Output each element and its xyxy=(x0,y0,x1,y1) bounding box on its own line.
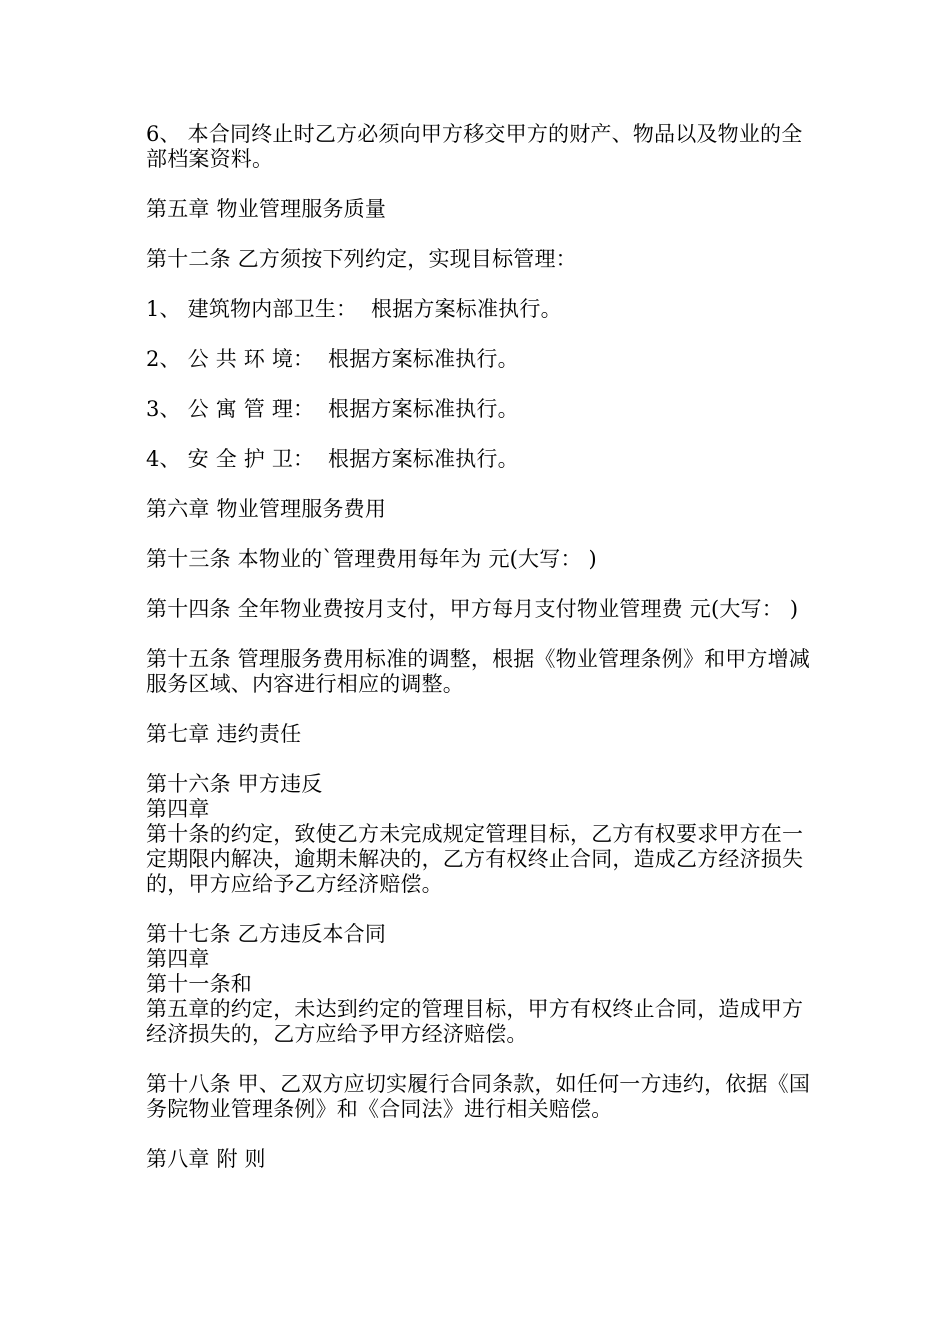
article-16-chapter-ref: 第四章 xyxy=(146,797,210,821)
article-18: 第十八条 甲、乙双方应切实履行合同条款，如任何一方违约，依据《国务院物业管理条例》和《合同法》进行相关赔偿。 xyxy=(146,1072,811,1121)
chapter-8-heading: 第八章 附 则 xyxy=(146,1147,266,1171)
paragraph-6-handover: 6、 本合同终止时乙方必须向甲方移交甲方的财产、物品以及物业的全部档案资料。 xyxy=(146,122,803,171)
document-page xyxy=(146,122,816,1197)
item-4-security: 4、 安 全 护 卫： 根据方案标准执行。 xyxy=(146,447,519,471)
item-3-apartment-management: 3、 公 寓 管 理： 根据方案标准执行。 xyxy=(146,397,519,421)
item-2-public-environment: 2、 公 共 环 境： 根据方案标准执行。 xyxy=(146,347,519,371)
article-17-start: 第十七条 乙方违反本合同 xyxy=(146,922,387,946)
article-17-chapter-ref: 第四章 xyxy=(146,947,210,971)
chapter-5-heading: 第五章 物业管理服务质量 xyxy=(146,197,387,221)
item-1-building-hygiene: 1、 建筑物内部卫生： 根据方案标准执行。 xyxy=(146,297,562,321)
article-17-body: 第五章的约定，未达到约定的管理目标，甲方有权终止合同，造成甲方经济损失的，乙方应给予甲方经济赔偿。 xyxy=(146,997,804,1046)
article-13: 第十三条 本物业的`管理费用每年为 元(大写： ) xyxy=(146,547,597,571)
chapter-7-heading: 第七章 违约责任 xyxy=(146,722,302,746)
article-16-start: 第十六条 甲方违反 xyxy=(146,772,323,796)
chapter-6-heading: 第六章 物业管理服务费用 xyxy=(146,497,387,521)
article-14: 第十四条 全年物业费按月支付，甲方每月支付物业管理费 元(大写： ) xyxy=(146,597,799,621)
article-12: 第十二条 乙方须按下列约定，实现目标管理： xyxy=(146,247,577,271)
article-17-article-ref: 第十一条和 xyxy=(146,972,252,996)
article-15: 第十五条 管理服务费用标准的调整，根据《物业管理条例》和甲方增减服务区域、内容进行相应的调整。 xyxy=(146,647,811,696)
article-16-body: 第十条的约定，致使乙方未完成规定管理目标，乙方有权要求甲方在一定期限内解决，逾期未解决的，乙方有权终止合同，造成乙方经济损失的，甲方应给予乙方经济赔偿。 xyxy=(146,822,804,896)
